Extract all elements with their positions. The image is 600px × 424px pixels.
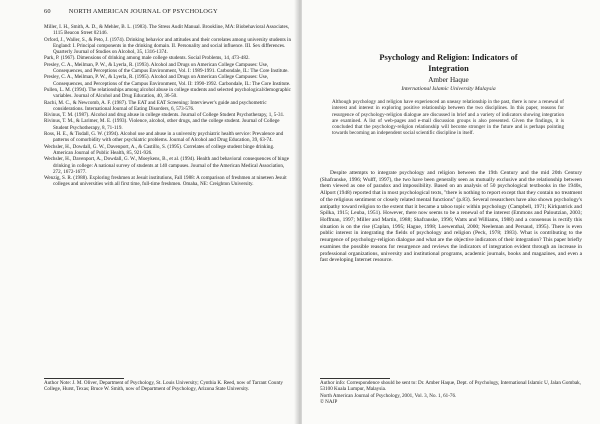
journal-name: NORTH AMERICAN JOURNAL OF PSYCHOLOGY	[68, 8, 218, 15]
page-number: 60	[44, 8, 51, 15]
right-page	[302, 0, 600, 424]
reference-entry: Wechsler, H., Davenport, A., Dowdall, G. W., Moeykens, B., et al. (1994). Health and behavioral consequences of binge drinking in college: A national survey of students at 140 campuses. Journal of the American Medical Association, 272, 1672-1677.	[44, 156, 289, 175]
reference-entry: Pullen, L. M. (1994). The relationships among alcohol abuse in college students and selected psychological/demographic variables. Journal of Alcohol and Drug Education, 40, 36-50.	[44, 86, 291, 100]
reference-entry: Ross, H. E., & Tisdall, G. W. (1994). Alcohol use and abuse in a university psychiatric health service: Prevalence and patterns of comorbidity with other psychiatric problems. Journal of Alcohol and Drug Education, 39, 63-74.	[44, 131, 284, 144]
running-head	[44, 8, 218, 15]
body-text	[320, 170, 582, 264]
footnote-citation: North American Journal of Psychology, 2001, Vol. 3, No. 1, 61-76.	[320, 392, 457, 399]
left-page	[0, 0, 298, 424]
author-name: Amber Haque	[428, 76, 469, 84]
footnote-correspondence: Author info: Correspondence should be sent to: Dr. Amber Haque, Dept. of Psychology, International Islamic U, Jalan Gombak, 53100 Kuala Lumpur, Malaysia.	[320, 380, 581, 393]
footnote-rule	[320, 378, 390, 379]
author-affiliation: International Islamic University Malaysia	[401, 86, 496, 92]
footnote-copyright: © NAJP	[320, 398, 338, 405]
reference-entry: Presley, C. A., Meilman, P. W., & Lyerla, R. (1993). Alcohol and Drugs on American College Campuses: Use, Consequences, and Perceptions of the Campus Environment, Vol. I: 1989-1991. Carbondale, IL: The Core Institute.	[44, 61, 289, 75]
footnote	[320, 378, 582, 405]
reference-entry: Miller, I. H., Smith, A. D., & Mehler, B. L. (1983). The Stress Audit Manual. Brookline, MA: Biobehavioral Associates, 1115 Beacon Street 02146.	[44, 24, 289, 37]
reference-entry: Rivinus, T. M., & Larimer, M. E. (1993). Violence, alcohol, other drugs, and the college student. Journal of College Student Psychotherapy, 8, 71-119.	[44, 118, 280, 131]
body-paragraph: Despite attempts to integrate psychology and religion between the 19th Century and the mid 20th Century (Shafranske, 1996; Wulff, 1997), the two have been generally seen as mutually exclusive and the relationship between them viewed as one of paradox and impossibility. Based on an analysis of 50 psychological textbooks in the 1940s, Allport (1948) reported that in most psychological texts, "there is nothing to report except that they contain no treatment of the religious sentiment or closely related mental functions" (p.83). Several researchers have also shown psychology's antipathy toward religion to the extent that it became a taboo topic within psychology (Campbell, 1971; Kirkpatrick and Spilka, 1915; Leuba, 1951). However, there now seems to be a renewal of the interest (Emmons and Paloutzian, 2003; Hoffman, 1997; Miller and Martin, 1988; Shafranske, 1996; Watts and Williams, 1988) and a consensus is rectify this situation is on the rise (Caplan, 1995; Hague, 1998; Loewenthal, 2000; Neeleman and Persaud, 1995). There is even public interest in integrating the fields of psychology and religion (Peck, 1978; 1983). What is contributing to the resurgence of psychology-religion dialogue and what are the objective indicators of their integration? This paper briefly examines the possible reasons for resurgence and reviews the indicators of integration evident through an increase in professional organizations, university and institutional programs, academic journals, books and magazines, and even a fast developing Internet resource.	[320, 170, 582, 264]
article-title	[326, 53, 571, 74]
reference-entry: Orford, J., Waller, S., & Peto, J. (1974). Drinking behavior and attitudes and their correlates among university students in England: I. Principal components in the drinking domain. II. Personality and social influence. III. Sex differences. Quarterly Journal of Studies on Alcohol, 35, 1316-1374.	[44, 36, 291, 56]
reference-entry: Park, P. (1967). Dimensions of drinking among male college students. Social Problems, 14, 473-482.	[44, 55, 250, 62]
reference-entry: Rivinus, T. M. (1987). Alcohol and drug abuse in college students. Journal of College Student Psychotherapy, 1, 5-31.	[44, 112, 285, 119]
author-note: Author Note: J. M. Oliver, Department of Psychology, St. Louis University; Cynthia K. Reed, now of Tarrant County College, Hurst, Texas; Bruce W. Smith, now of Department of Psychology, Arizona State University.	[44, 380, 283, 393]
reference-entry: Wechsler, H., Dowdall, G. W., Davenport, A., & Castillo, S. (1995). Correlates of college student binge drinking. American Journal of Public Health, 85, 921-926.	[44, 143, 275, 156]
footnote-rule	[44, 378, 124, 379]
reference-entry: Wenzig, S. R. (1988). Exploring freshmen at Jesuit institutions, Fall 1988: A comparison of freshmen at nineteen Jesuit colleges and universities with all first time, full-time freshmen. Omaha, NE: Creighton University.	[44, 175, 287, 188]
title-line-2: Integration	[428, 63, 469, 73]
reference-entry: Rachi, M. C., & Newcomb, A. F. (1987). The EAT and EAT Screening: Interviewer's guide and psychometric considerations. International Journal of Eating Disorders, 6, 573-576.	[44, 99, 267, 112]
reference-list	[44, 24, 292, 188]
abstract: Although psychology and religion have experienced an uneasy relationship in the past, there is now a renewal of interest and interest in exploring positive relationship between the two disciplines. In this paper, reasons for resurgence of psychology-religion dialogue are discussed in brief and a variety of indicators showing integration are examined. A list of web-pages and e-mail discussion groups is also presented. Given the findings, it is concluded that the psychology-religion relationship will become stronger in the future and is perhaps pointing towards becoming an independent social scientific discipline in itself.	[332, 99, 564, 137]
reference-entry: Presley, C. A., Meilman, P. W., & Lyerla, R. (1995). Alcohol and Drugs on American College Campuses: Use, Consequences, and Perceptions of the Campus Environment, Vol. II: 1990-1992. Carbondale, IL: The Core Institute.	[44, 74, 291, 87]
title-line-1: Psychology and Religion: Indicators of	[379, 53, 518, 62]
